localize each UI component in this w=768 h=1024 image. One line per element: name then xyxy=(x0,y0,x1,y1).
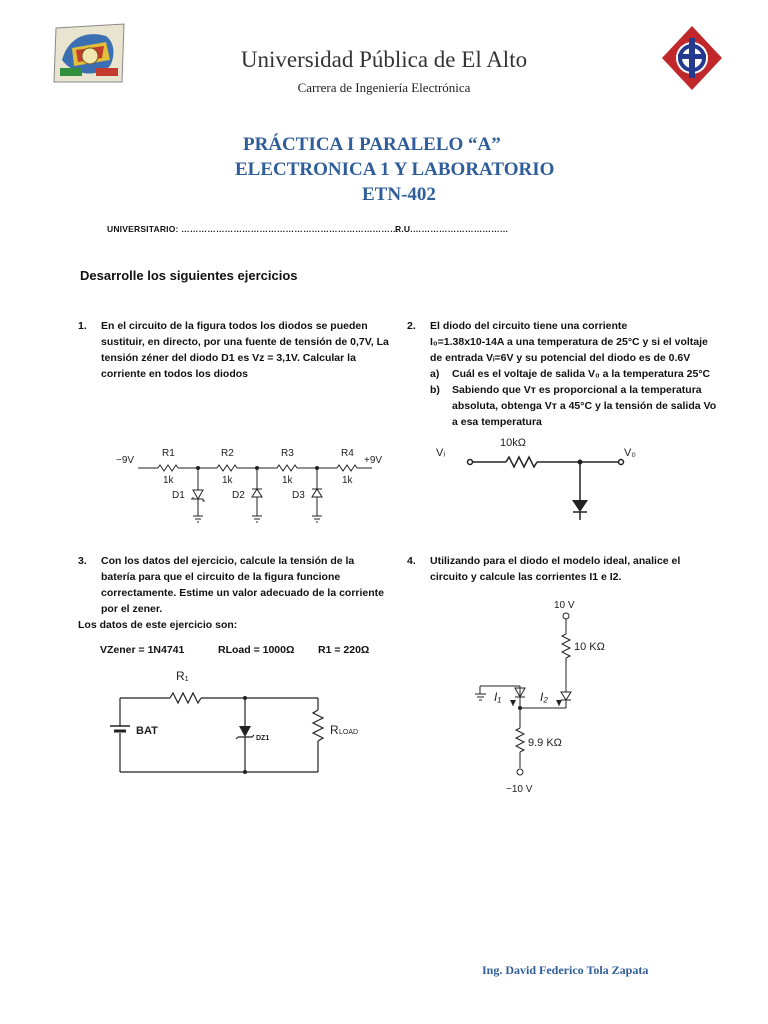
ru-field: R.U.…………………………… xyxy=(395,224,509,234)
exercise-text-line: El diodo del circuito tiene una corriente xyxy=(430,320,628,332)
label-d2: D2 xyxy=(232,490,245,501)
label-vpos: +9V xyxy=(364,455,383,466)
exercise-3-data-label: Los datos de este ejercicio son: xyxy=(78,619,238,631)
exercise-number: 4. xyxy=(407,555,416,567)
student-field: UNIVERSITARIO: ………………………………………………………………… xyxy=(107,224,399,234)
circuit-2-diagram xyxy=(428,432,658,528)
item-label: b) xyxy=(430,384,440,396)
label-d3: D3 xyxy=(292,490,305,501)
item-label: a) xyxy=(430,368,440,380)
practice-title: PRÁCTICA I PARALELO “A” xyxy=(243,134,501,155)
label-bat: BAT xyxy=(136,725,158,737)
label-i2: I₂ xyxy=(540,690,548,704)
item-text: absoluta, obtenga Vᴛ a 45°C y la tensión de salida Vo xyxy=(452,400,717,412)
label-r2-value: 1k xyxy=(222,475,233,486)
label-r2: R2 xyxy=(221,448,234,459)
exercise-2 xyxy=(407,318,727,430)
label-vo: V₀ xyxy=(624,447,636,459)
university-name: Universidad Pública de El Alto xyxy=(240,47,528,72)
label-vi: Vᵢ xyxy=(436,447,446,459)
label-r-top: 10 KΩ xyxy=(574,641,605,653)
exercise-text: En el circuito de la figura todos los diodos se pueden sustituir, en directo, por una fuente de tensión de 0,7V, La tensión zéner del diodo D1 es Vz = 3,1V. Calcular la corriente en todos los diodos xyxy=(101,320,389,380)
r1-value: R1 = 220Ω xyxy=(318,644,370,656)
exercise-number: 3. xyxy=(78,555,87,567)
label-dz1: DZ1 xyxy=(256,735,270,742)
circuit-1-diagram xyxy=(112,444,397,529)
label-vtop: 10 V xyxy=(554,600,575,611)
circuit-3-diagram xyxy=(100,664,370,779)
label-rload: R xyxy=(330,723,339,737)
exercise-text: Utilizando para el diodo el modelo ideal, analice el circuito y calcule las corrientes I1 e I2. xyxy=(430,555,681,583)
label-r4-value: 1k xyxy=(342,475,353,486)
label-r1-value: 1k xyxy=(163,475,174,486)
label-i1: I₁ xyxy=(494,690,502,704)
label-rload-sub: LOAD xyxy=(339,729,359,736)
exercise-number: 1. xyxy=(78,320,87,332)
circuit-4-diagram xyxy=(462,596,622,796)
career-name: Carrera de Ingeniería Electrónica xyxy=(297,80,471,95)
author-signature: Ing. David Federico Tola Zapata xyxy=(482,963,649,977)
label-r3-value: 1k xyxy=(282,475,293,486)
instructions-heading: Desarrolle los siguientes ejercicios xyxy=(80,268,298,283)
label-r-bot: 9.9 KΩ xyxy=(528,737,562,749)
item-text: a esa temperatura xyxy=(452,416,542,428)
label-r1: R₁ xyxy=(176,669,189,683)
course-title: ELECTRONICA 1 Y LABORATORIO xyxy=(235,159,555,180)
label-r3: R3 xyxy=(281,448,294,459)
label-r4: R4 xyxy=(341,448,354,459)
exercise-text-line: de entrada Vᵢ=6V y su potencial del diodo es de 0.6V xyxy=(430,352,691,364)
course-code: ETN-402 xyxy=(362,184,436,205)
label-resistor: 10kΩ xyxy=(500,437,526,449)
label-vbot: −10 V xyxy=(506,784,533,795)
exercise-number: 2. xyxy=(407,320,416,332)
label-vneg: −9V xyxy=(116,455,135,466)
vzener-value: VZener = 1N4741 xyxy=(100,644,185,656)
item-text: Cuál es el voltaje de salida V₀ a la temperatura 25°C xyxy=(452,368,711,380)
rload-value: RLoad = 1000Ω xyxy=(218,644,295,656)
exercise-text-line: I₀=1.38x10-14A a una temperatura de 25°C y si el voltaje xyxy=(430,336,708,348)
item-text: Sabiendo que Vᴛ es proporcional a la temperatura xyxy=(452,384,702,396)
label-r1: R1 xyxy=(162,448,175,459)
label-d1: D1 xyxy=(172,490,185,501)
exercise-text: Con los datos del ejercicio, calcule la tensión de la batería para que el circuito de la figura funcione correctamente. Estime un valor adecuado de la corriente por el zener. xyxy=(101,555,385,615)
